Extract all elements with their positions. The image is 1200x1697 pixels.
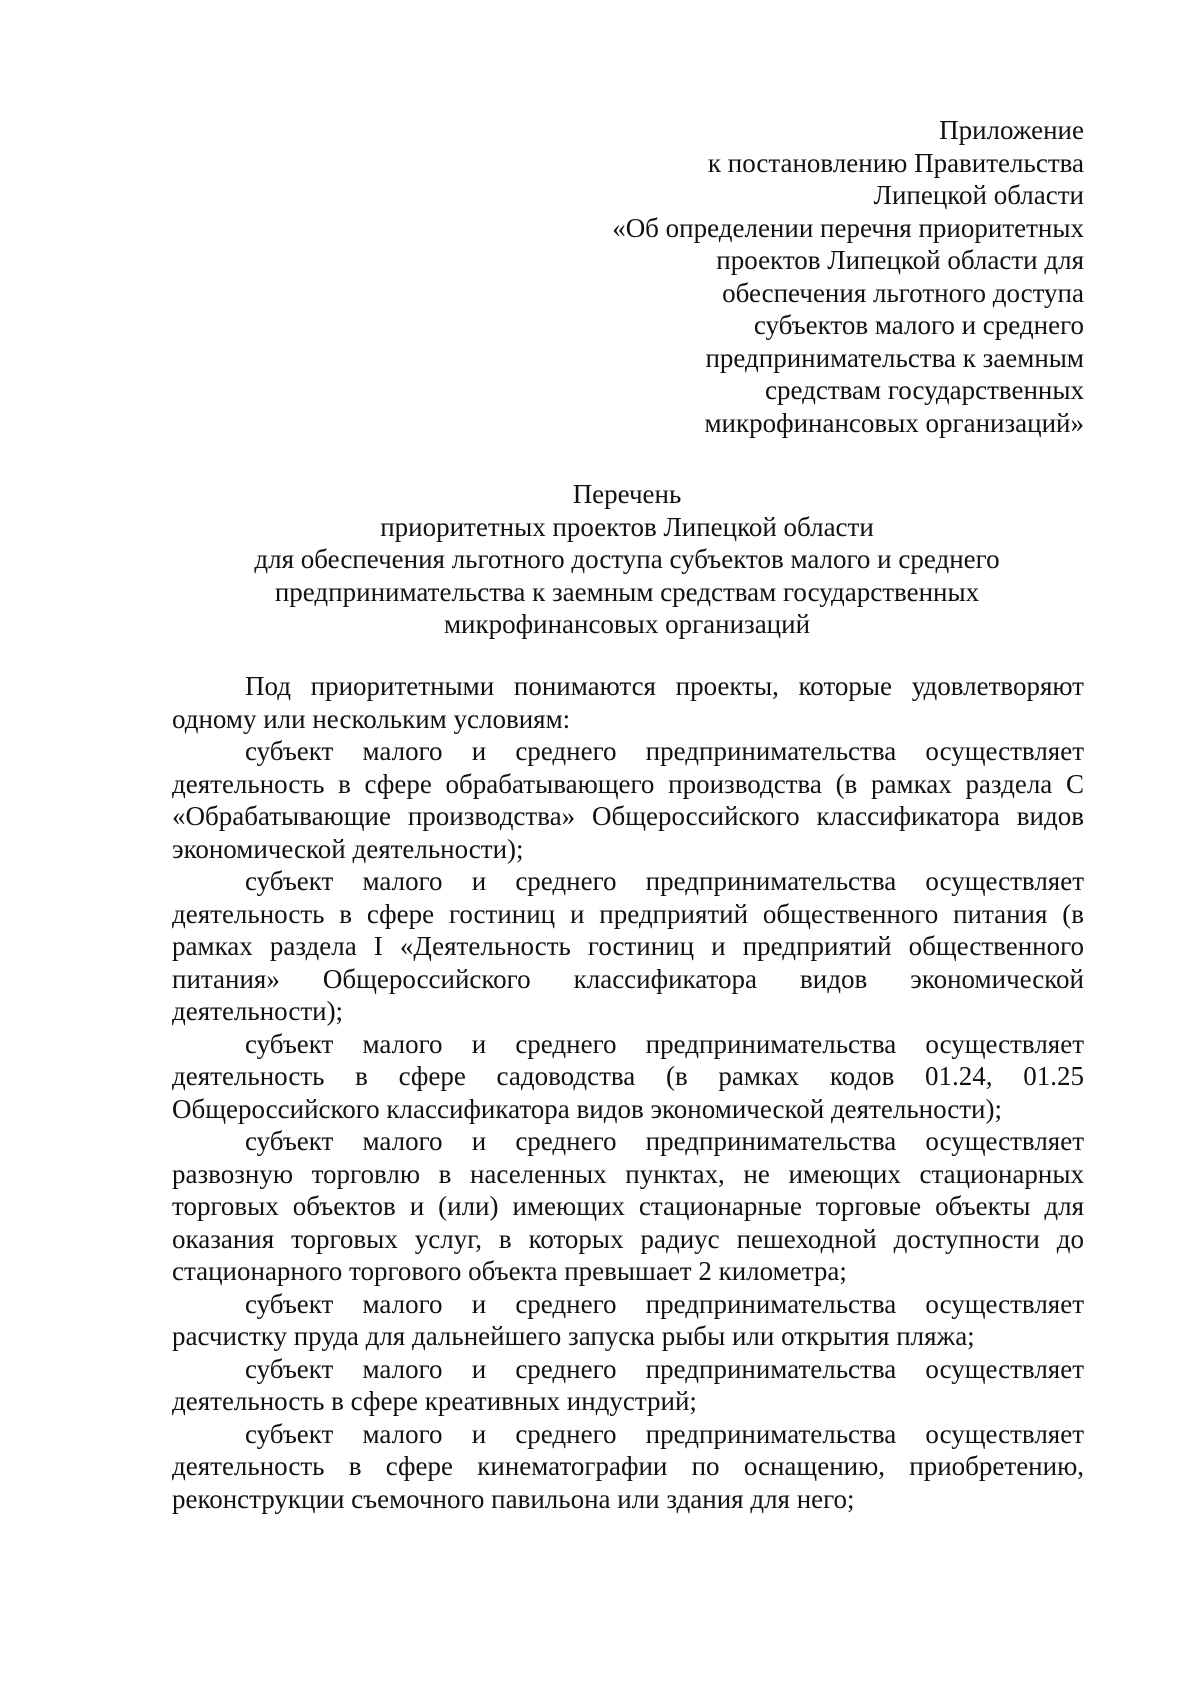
attachment-line: обеспечения льготного доступа — [722, 277, 1084, 308]
condition-paragraph: субъект малого и среднего предпринимательства осуществляет развозную торговлю в населенных пунктах, не имеющих стационарных торговых объектов и (или) имеющих стационарные торговые объекты для оказания торговых услуг, в которых радиус пешеходной доступности до стационарного торгового объекта превышает 2 километра; — [172, 1126, 1084, 1286]
attachment-line: к постановлению Правительства — [707, 147, 1084, 178]
title-line: Перечень — [572, 479, 682, 509]
attachment-line: микрофинансовых организаций» — [704, 407, 1084, 438]
title-line: микрофинансовых организаций — [443, 609, 811, 639]
condition-paragraph: субъект малого и среднего предпринимательства осуществляет деятельность в сфере кинематографии по оснащению, приобретению, реконструкции съемочного павильона или здания для него; — [172, 1418, 1084, 1514]
title-line: предпринимательства к заемным средствам государственных — [274, 576, 980, 607]
document-body — [172, 670, 1084, 1515]
condition-paragraph: субъект малого и среднего предпринимательства осуществляет деятельность в сфере креативных индустрий; — [172, 1353, 1084, 1416]
condition-paragraph: субъект малого и среднего предпринимательства осуществляет деятельность в сфере обрабатывающего производства (в рамках раздела С «Обрабатывающие производства» Общероссийского классификатора видов экономической деятельности); — [172, 736, 1084, 864]
attachment-line: Липецкой области — [873, 180, 1084, 210]
attachment-line: «Об определении перечня приоритетных — [612, 212, 1084, 243]
condition-paragraph: субъект малого и среднего предпринимательства осуществляет деятельность в сфере гостиниц и предприятий общественного питания (в рамках раздела I «Деятельность гостиниц и предприятий общественного питания» Общероссийского классификатора видов экономической деятельности); — [172, 866, 1084, 1026]
title-line: приоритетных проектов Липецкой области — [380, 511, 874, 542]
attachment-line: предпринимательства к заемным — [705, 342, 1084, 373]
attachment-line: проектов Липецкой области для — [716, 245, 1084, 275]
attachment-line: субъектов малого и среднего — [753, 310, 1084, 340]
attachment-line: Приложение — [939, 115, 1084, 145]
attachment-header — [564, 114, 1084, 439]
title-line: для обеспечения льготного доступа субъектов малого и среднего — [254, 544, 1000, 574]
intro-paragraph: Под приоритетными понимаются проекты, которые удовлетворяют одному или нескольким условиям: — [172, 671, 1084, 734]
condition-paragraph: субъект малого и среднего предпринимательства осуществляет расчистку пруда для дальнейшего запуска рыбы или открытия пляжа; — [172, 1288, 1084, 1351]
document-title — [170, 478, 1084, 641]
attachment-line: средствам государственных — [765, 375, 1084, 405]
condition-paragraph: субъект малого и среднего предпринимательства осуществляет деятельность в сфере садоводства (в рамках кодов 01.24, 01.25 Общероссийского классификатора видов экономической деятельности); — [172, 1028, 1084, 1124]
